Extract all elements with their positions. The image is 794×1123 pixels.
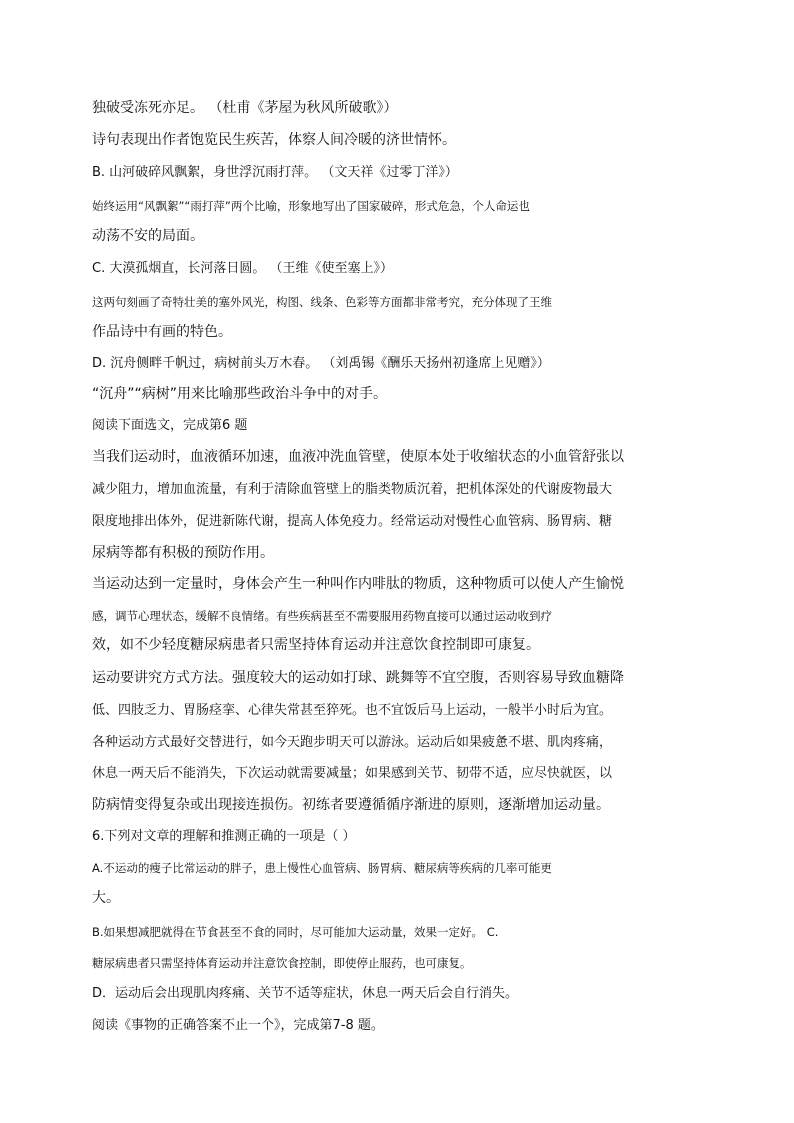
question-6-option-a-line1: A.不运动的瘦子比常运动的胖子，患上慢性心血管病、肠胃病、糖尿病等疾病的几率可能更: [92, 861, 552, 875]
passage-p2-line2: 感，调节心理状态，缓解不良情绪。有些疾病甚至不需要服用药物直接可以通过运动收到疗: [92, 609, 552, 623]
question-6-option-a-line2: 大。: [92, 890, 120, 906]
option-d-analysis: “沉舟”“病树”用来比喻那些政治斗争中的对手。: [92, 386, 388, 402]
passage-p1-line1: 当我们运动时，血液循环加速，血液冲洗血管壁，使原本处于收缩状态的小血管舒张以: [92, 449, 624, 465]
option-a-analysis: 诗句表现出作者饱览民生疾苦，体察人间冷暖的济世情怀。: [92, 132, 456, 148]
passage-p3-line5: 防病情变得复杂或出现接连损伤。初练者要遵循循序渐进的原则，逐渐增加运动量。: [92, 797, 610, 813]
option-d-poem: D. 沉舟侧畔千帆过，病树前头万木春。 （刘禹锡《酬乐天扬州初逢席上见赠》）: [92, 356, 550, 371]
passage-p3-line2: 低、四肢乏力、胃肠痉挛、心律失常甚至猝死。也不宜饭后马上运动，一般半小时后为宜。: [92, 703, 613, 718]
option-c-poem: C. 大漠孤烟直，长河落日圆。 （王维《使至塞上》）: [92, 261, 393, 276]
question-6-option-d: D．运动后会出现肌肉疼痛、关节不适等症状，休息一两天后会自行消失。: [92, 986, 519, 1001]
question-6-option-c: 糖尿病患者只需坚持体育运动并注意饮食控制，即使停止服药，也可康复。: [92, 956, 472, 970]
option-c-analysis-line1: 这两句刻画了奇特壮美的塞外风光，构图、线条、色彩等方面都非常考究，充分体现了王维: [92, 295, 552, 309]
option-b-poem: B. 山河破碎风飘絮，身世浮沉雨打萍。 （文天祥《过零丁洋》）: [92, 165, 458, 180]
passage-p1-line4: 尿病等都有积极的预防作用。: [92, 545, 274, 561]
option-b-analysis-line2: 动荡不安的局面。: [92, 228, 204, 244]
reading-instruction-q6: 阅读下面选文，完成第6 题: [92, 418, 248, 433]
passage-p1-line3: 限度地排出体外，促进新陈代谢，提高人体免疫力。经常运动对慢性心血管病、肠胃病、糖: [92, 514, 613, 529]
reading-instruction-q7-8: 阅读《事物的正确答案不止一个》，完成第7-8 题。: [92, 1018, 384, 1033]
passage-p3-line1: 运动要讲究方式方法。强度较大的运动如打球、跳舞等不宜空腹，否则容易导致血糖降: [92, 670, 624, 686]
poem-line-dufu-end: 独破受冻死亦足。 （杜甫《茅屋为秋风所破歌》）: [92, 100, 398, 116]
passage-p1-line2: 减少阻力，增加血流量，有利于清除血管壁上的脂类物质沉着，把机体深处的代谢废物最大: [92, 482, 613, 497]
question-6-stem: 6.下列对文章的理解和推测正确的一项是（ ）: [92, 829, 356, 844]
option-b-analysis-line1: 始终运用“风飘絮”“雨打萍”两个比喻，形象地写出了国家破碎，形式危急，个人命运也: [92, 199, 530, 213]
passage-p2-line3: 效，如不少轻度糖尿病患者只需坚持体育运动并注意饮食控制即可康复。: [92, 637, 540, 653]
passage-p2-line1: 当运动达到一定量时，身体会产生一种叫作内啡肽的物质，这种物质可以使人产生愉悦: [92, 576, 624, 592]
passage-p3-line3: 各种运动方式最好交替进行，如今天跑步明天可以游泳。运动后如果疲惫不堪、肌肉疼痛，: [92, 735, 613, 750]
question-6-option-b: B.如果想减肥就得在节食甚至不食的同时，尽可能加大运动量，效果一定好。 C.: [92, 925, 499, 939]
passage-p3-line4: 休息一两天后不能消失，下次运动就需要减量；如果感到关节、韧带不适，应尽快就医，以: [92, 766, 613, 781]
option-c-analysis-line2: 作品诗中有画的特色。: [92, 324, 232, 340]
